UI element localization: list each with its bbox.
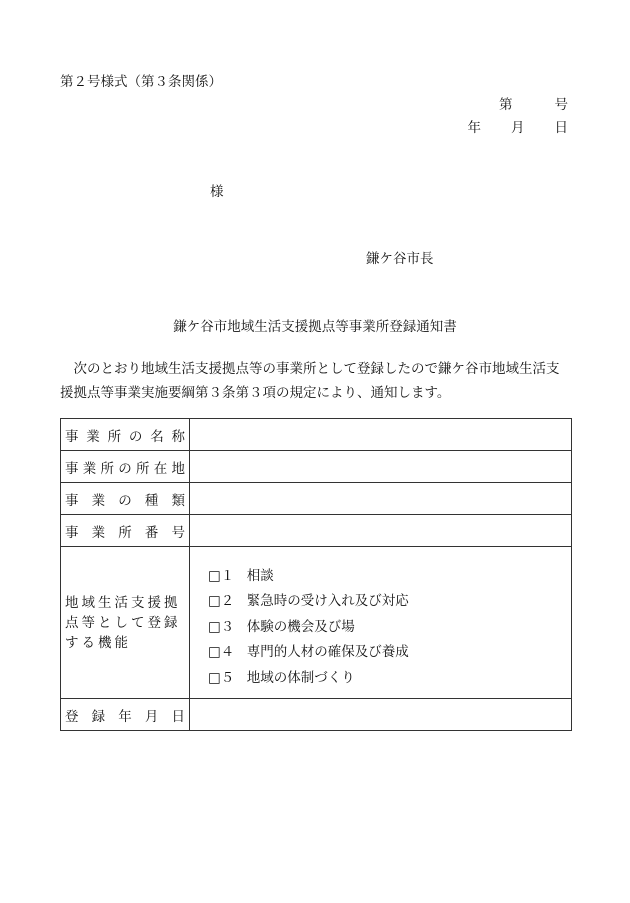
table-row — [61, 483, 572, 515]
label-char: 業 — [82, 460, 97, 477]
label-char: 日 — [171, 708, 185, 725]
function-option[interactable] — [208, 589, 571, 615]
row-label — [61, 451, 190, 483]
addressee-honorific: 様 — [210, 184, 224, 200]
spread-label — [65, 521, 189, 541]
function-options-list — [190, 554, 571, 692]
row-label — [61, 515, 190, 547]
date-line — [468, 116, 569, 136]
label-char: 事 — [65, 460, 79, 477]
label-char: 業 — [86, 428, 100, 445]
label-char: 月 — [144, 708, 159, 725]
option-text: 地域の体制づくり — [246, 669, 355, 686]
date-year: 年 — [467, 120, 481, 136]
document-title: 鎌ケ谷市地域生活支援拠点等事業所登録通知書 — [173, 319, 457, 335]
date-day: 日 — [554, 120, 568, 136]
table-row — [61, 699, 572, 731]
function-option[interactable] — [208, 640, 571, 666]
function-label: 地域生活支援拠点等として登録する機能 — [65, 594, 181, 651]
row-label — [61, 547, 190, 699]
function-options-cell — [190, 547, 572, 699]
business-name-field[interactable] — [190, 419, 572, 451]
business-type-field[interactable] — [190, 483, 572, 515]
label-char: 事 — [65, 428, 79, 445]
number-prefix: 第 — [499, 97, 513, 113]
checkbox[interactable]: □ — [208, 567, 221, 584]
document-number-line — [499, 93, 568, 113]
function-option[interactable] — [208, 564, 571, 590]
table-row — [61, 451, 572, 483]
label-char: 業 — [91, 524, 106, 541]
spread-label — [65, 705, 189, 725]
spread-label — [65, 489, 189, 509]
label-char: 地 — [171, 460, 185, 477]
function-option[interactable] — [208, 615, 571, 641]
option-number: ４ — [220, 644, 235, 661]
row-label — [61, 483, 190, 515]
label-char: 所 — [118, 524, 132, 541]
checkbox[interactable]: □ — [208, 593, 221, 610]
option-number: ３ — [220, 618, 235, 635]
business-number-field[interactable] — [190, 515, 572, 547]
label-char: 在 — [153, 460, 168, 477]
spread-label — [65, 457, 189, 477]
option-number: ５ — [220, 669, 235, 686]
row-label — [61, 419, 190, 451]
label-char: 所 — [107, 428, 122, 445]
date-month: 月 — [511, 120, 525, 136]
label-char: 称 — [171, 428, 185, 445]
label-char: 所 — [136, 460, 150, 477]
row-label — [61, 699, 190, 731]
option-number: ２ — [220, 593, 235, 610]
label-char: 名 — [150, 428, 164, 445]
option-text: 緊急時の受け入れ及び対応 — [246, 593, 409, 610]
label-char: 事 — [65, 524, 79, 541]
label-char: 号 — [171, 524, 185, 541]
checkbox[interactable]: □ — [208, 669, 221, 686]
sender-name: 鎌ケ谷市長 — [366, 251, 434, 267]
label-char: の — [118, 492, 132, 509]
label-char: 番 — [144, 524, 159, 541]
business-address-field[interactable] — [190, 451, 572, 483]
checkbox[interactable]: □ — [208, 618, 221, 635]
label-char: 所 — [100, 460, 114, 477]
checkbox[interactable]: □ — [208, 644, 221, 661]
label-char: の — [128, 428, 143, 445]
table-row — [61, 419, 572, 451]
option-text: 相談 — [246, 567, 274, 584]
label-char: 年 — [118, 708, 132, 725]
option-number: １ — [220, 567, 235, 584]
document-body: 次のとおり地域生活支援拠点等の事業所として登録したので鎌ケ谷市地域生活支援拠点等事業実施要綱第３条第３項の規定により、通知します。 — [60, 361, 560, 401]
registration-date-field[interactable] — [190, 699, 572, 731]
function-option[interactable] — [208, 666, 571, 692]
table-row — [61, 515, 572, 547]
label-char: 種 — [144, 492, 159, 509]
number-suffix: 号 — [554, 97, 568, 113]
label-char: 類 — [171, 492, 185, 509]
form-label: 第２号様式（第３条関係） — [60, 74, 222, 90]
table-row — [61, 547, 572, 699]
spread-label — [65, 425, 189, 445]
option-text: 専門的人材の確保及び養成 — [246, 644, 409, 661]
option-text: 体験の機会及び場 — [246, 618, 355, 635]
label-char: 事 — [65, 492, 79, 509]
label-char: 業 — [91, 492, 106, 509]
label-char: 録 — [91, 708, 106, 725]
label-char: の — [118, 460, 132, 477]
registration-table — [60, 418, 572, 731]
label-char: 登 — [65, 708, 79, 725]
